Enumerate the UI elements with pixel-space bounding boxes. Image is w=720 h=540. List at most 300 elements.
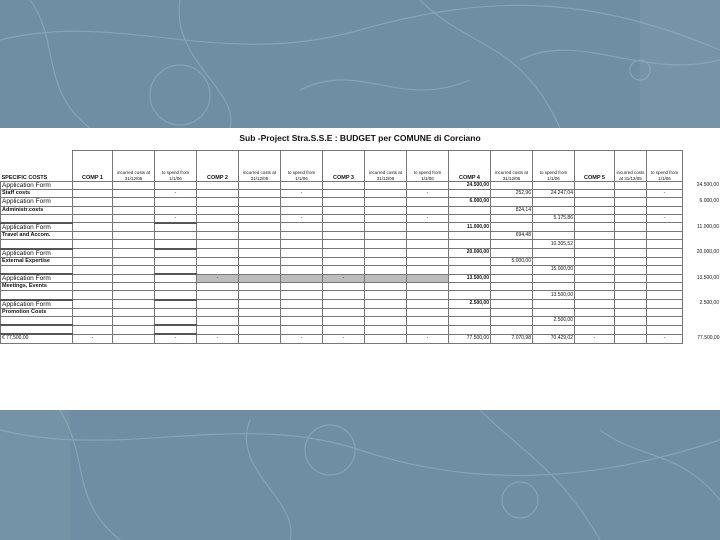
table-cell [647, 232, 683, 240]
table-cell: - [73, 334, 113, 343]
table-cell [491, 214, 533, 223]
table-cell [239, 274, 281, 283]
table-cell [197, 249, 239, 258]
table-cell: - [155, 334, 197, 343]
table-cell [73, 198, 113, 206]
table-cell [281, 206, 323, 214]
header-cell [683, 151, 720, 182]
table-cell [647, 274, 683, 283]
table-cell [365, 240, 407, 249]
table-cell [281, 240, 323, 249]
table-cell [491, 300, 533, 309]
row-label-cell: € 77.500,00 [1, 334, 73, 343]
table-cell [239, 300, 281, 309]
table-cell [113, 291, 155, 300]
table-cell [575, 214, 615, 223]
table-cell: 7.070,98 [491, 334, 533, 343]
table-cell [683, 308, 720, 316]
table-cell: 5.175,86 [533, 214, 575, 223]
table-cell [365, 249, 407, 258]
table-cell: 24.500,00 [696, 182, 719, 189]
table-cell [113, 206, 155, 214]
table-cell [365, 223, 407, 232]
table-cell [615, 206, 647, 214]
table-cell [491, 182, 533, 190]
table-cell [491, 198, 533, 206]
table-cell [365, 206, 407, 214]
table-cell [323, 317, 365, 326]
row-label-cell: External Expertise [1, 257, 73, 265]
table-cell [155, 325, 197, 334]
table-cell [533, 206, 575, 214]
table-cell [73, 182, 113, 190]
table-cell [155, 206, 197, 214]
table-cell [197, 317, 239, 326]
table-cell [365, 190, 407, 198]
table-cell [647, 325, 683, 334]
row-label-cell [1, 325, 73, 334]
table-cell [533, 182, 575, 190]
header-cell: COMP 5 [575, 151, 615, 182]
table-cell: - [155, 214, 197, 223]
table-cell [113, 240, 155, 249]
table-cell [449, 291, 491, 300]
table-cell [155, 274, 197, 283]
table-cell: - [281, 190, 323, 198]
table-cell [647, 283, 683, 291]
table-cell [449, 325, 491, 334]
table-cell [575, 206, 615, 214]
table-cell [491, 308, 533, 316]
table-cell [197, 190, 239, 198]
table-cell [73, 283, 113, 291]
table-cell [615, 308, 647, 316]
header-cell: incurred costs at 31/12/05 [239, 151, 281, 182]
table-cell [491, 283, 533, 291]
table-cell [533, 300, 575, 309]
table-row [1, 300, 720, 309]
row-label-cell: Application Form [1, 249, 73, 258]
table-cell: - [407, 190, 449, 198]
row-label-cell [1, 214, 73, 223]
table-cell [281, 300, 323, 309]
table-cell [647, 257, 683, 265]
table-cell: - [197, 334, 239, 343]
table-cell [365, 300, 407, 309]
table-cell: - [575, 334, 615, 343]
table-cell: - [647, 190, 683, 198]
table-row [1, 182, 720, 190]
table-cell [365, 265, 407, 274]
table-row [1, 198, 720, 206]
table-cell [575, 190, 615, 198]
table-cell [533, 308, 575, 316]
header-cell: COMP 4 [449, 151, 491, 182]
table-cell [533, 283, 575, 291]
table-cell [407, 249, 449, 258]
table-cell [155, 257, 197, 265]
table-cell [533, 198, 575, 206]
row-label-cell: Staff costs [1, 190, 73, 198]
table-cell: 24.247,04 [533, 190, 575, 198]
table-row [1, 291, 720, 300]
table-cell [239, 249, 281, 258]
header-cell: SPECIFIC COSTS [1, 174, 48, 181]
table-cell: - [647, 214, 683, 223]
table-cell [449, 214, 491, 223]
table-cell [281, 223, 323, 232]
table-cell [239, 265, 281, 274]
row-label-cell [1, 265, 73, 274]
table-cell [615, 274, 647, 283]
table-cell [197, 283, 239, 291]
table-cell [365, 198, 407, 206]
table-cell [73, 190, 113, 198]
table-cell [491, 240, 533, 249]
table-cell [683, 265, 720, 274]
table-cell [239, 232, 281, 240]
table-cell [113, 223, 155, 232]
table-cell [683, 206, 720, 214]
table-row [1, 265, 720, 274]
table-cell [113, 283, 155, 291]
table-cell: - [197, 274, 239, 283]
table-cell [239, 206, 281, 214]
table-cell [615, 291, 647, 300]
table-cell: - [647, 334, 683, 343]
table-cell [323, 206, 365, 214]
header-cell: to spend from 1/1/06 [647, 151, 683, 182]
table-cell [407, 257, 449, 265]
table-cell [281, 232, 323, 240]
header-cell: to spend from 1/1/06 [533, 151, 575, 182]
table-cell [113, 265, 155, 274]
table-cell [365, 334, 407, 343]
table-cell [323, 265, 365, 274]
table-cell [155, 198, 197, 206]
table-cell [615, 182, 647, 190]
table-cell: - [281, 334, 323, 343]
table-cell [239, 182, 281, 190]
header-cell: incurred costs at 31/12/05 [365, 151, 407, 182]
table-cell [365, 283, 407, 291]
table-cell [323, 182, 365, 190]
table-cell [575, 249, 615, 258]
table-cell [323, 325, 365, 334]
table-cell [113, 249, 155, 258]
table-row [1, 223, 720, 232]
budget-table-body [1, 182, 720, 344]
header-cell: to spend from 1/1/06 [281, 151, 323, 182]
table-row [1, 206, 720, 214]
table-cell [491, 249, 533, 258]
table-cell [365, 257, 407, 265]
row-label-cell: Application Form [1, 198, 73, 206]
table-cell [491, 223, 533, 232]
table-cell [575, 223, 615, 232]
table-cell [113, 214, 155, 223]
table-cell [365, 182, 407, 190]
table-cell [491, 325, 533, 334]
table-cell [113, 257, 155, 265]
table-cell [647, 317, 683, 326]
table-cell [575, 265, 615, 274]
table-cell [197, 308, 239, 316]
table-cell [615, 325, 647, 334]
row-label-cell: Travel and Accom. [1, 232, 73, 240]
table-row [1, 274, 720, 283]
table-cell: 252,96 [491, 190, 533, 198]
table-cell [407, 240, 449, 249]
table-cell [407, 232, 449, 240]
table-cell [239, 257, 281, 265]
table-cell [683, 283, 720, 291]
table-cell [323, 308, 365, 316]
table-row [1, 334, 720, 343]
table-cell [365, 274, 407, 283]
table-cell [575, 198, 615, 206]
header-cell: incurred costs at 31/12/05 [113, 151, 155, 182]
table-cell [647, 182, 683, 190]
table-cell [407, 206, 449, 214]
table-cell: - [407, 334, 449, 343]
table-cell [575, 317, 615, 326]
table-cell [113, 317, 155, 326]
table-cell [73, 317, 113, 326]
table-cell [533, 249, 575, 258]
table-cell: 77.500,00 [449, 334, 491, 343]
table-cell [449, 317, 491, 326]
table-cell [615, 214, 647, 223]
table-cell [407, 317, 449, 326]
table-cell [197, 300, 239, 309]
header-cell: to spend from 1/1/06 [155, 151, 197, 182]
table-cell [491, 317, 533, 326]
table-cell [575, 291, 615, 300]
table-cell [407, 283, 449, 291]
table-cell [615, 190, 647, 198]
table-cell [73, 300, 113, 309]
table-cell [155, 291, 197, 300]
table-cell [113, 182, 155, 190]
table-cell [647, 308, 683, 316]
table-cell [197, 206, 239, 214]
table-cell [575, 300, 615, 309]
table-cell [323, 214, 365, 223]
table-cell [647, 291, 683, 300]
table-row [1, 283, 720, 291]
table-cell [197, 325, 239, 334]
table-cell [155, 317, 197, 326]
table-cell [113, 274, 155, 283]
table-cell [281, 265, 323, 274]
table-cell [239, 334, 281, 343]
table-cell [323, 240, 365, 249]
table-cell [239, 240, 281, 249]
table-cell [239, 291, 281, 300]
table-cell [155, 182, 197, 190]
table-cell [647, 300, 683, 309]
header-cell: COMP 1 [73, 151, 113, 182]
table-cell: - [155, 190, 197, 198]
budget-table [0, 150, 720, 344]
table-cell [323, 300, 365, 309]
table-cell [491, 274, 533, 283]
table-cell [239, 223, 281, 232]
table-cell [323, 283, 365, 291]
table-cell: 2.500,00 [449, 300, 491, 309]
table-cell [239, 317, 281, 326]
table-cell [197, 223, 239, 232]
table-cell [155, 232, 197, 240]
table-cell [239, 308, 281, 316]
table-cell [365, 308, 407, 316]
table-cell [575, 308, 615, 316]
table-cell: 15.000,00 [533, 265, 575, 274]
table-cell [615, 198, 647, 206]
table-cell: 20.000,00 [696, 249, 719, 256]
table-cell [449, 265, 491, 274]
table-cell [575, 274, 615, 283]
table-cell [575, 283, 615, 291]
table-cell [155, 308, 197, 316]
table-row [1, 190, 720, 198]
table-cell: 11.000,00 [449, 223, 491, 232]
table-cell [365, 317, 407, 326]
table-cell [113, 198, 155, 206]
table-cell [281, 249, 323, 258]
table-cell [323, 198, 365, 206]
table-cell [575, 257, 615, 265]
table-cell [575, 240, 615, 249]
table-cell [647, 206, 683, 214]
table-cell [533, 257, 575, 265]
table-cell [615, 232, 647, 240]
table-cell: 13.500,00 [533, 291, 575, 300]
table-cell [73, 223, 113, 232]
table-cell [407, 265, 449, 274]
table-cell: 2.500,00 [699, 300, 719, 307]
table-cell: - [323, 334, 365, 343]
table-cell [197, 182, 239, 190]
header-cell: incurred costs at 31/12/05 [615, 151, 647, 182]
table-cell [491, 265, 533, 274]
table-cell [113, 190, 155, 198]
table-cell [615, 257, 647, 265]
table-cell [73, 325, 113, 334]
table-cell [281, 182, 323, 190]
table-row [1, 240, 720, 249]
table-cell [615, 334, 647, 343]
table-cell [73, 291, 113, 300]
table-cell [647, 249, 683, 258]
table-cell [683, 240, 720, 249]
table-cell [647, 240, 683, 249]
row-label-cell [1, 317, 73, 326]
table-cell [239, 198, 281, 206]
table-cell [323, 257, 365, 265]
table-cell [323, 232, 365, 240]
row-label-cell: Administr.costs [1, 206, 73, 214]
row-label-cell [1, 240, 73, 249]
row-label-cell: Application Form [1, 300, 73, 309]
table-cell [683, 232, 720, 240]
table-cell [281, 283, 323, 291]
table-cell [683, 291, 720, 300]
table-cell [197, 291, 239, 300]
table-cell: 13.500,00 [449, 274, 491, 283]
table-cell [449, 257, 491, 265]
table-cell: 2.500,00 [533, 317, 575, 326]
table-cell [197, 198, 239, 206]
table-cell [239, 283, 281, 291]
table-cell [575, 232, 615, 240]
row-label-cell [1, 291, 73, 300]
table-cell: 70.429,02 [533, 334, 575, 343]
table-cell [449, 206, 491, 214]
header-cell: incurred costs at 31/12/05 [491, 151, 533, 182]
table-cell: 5.000,00 [491, 257, 533, 265]
table-cell: 20.000,00 [449, 249, 491, 258]
table-cell [365, 232, 407, 240]
table-cell [281, 274, 323, 283]
table-cell [323, 190, 365, 198]
table-cell [155, 300, 197, 309]
row-label-cell: Application Form [1, 274, 73, 283]
table-cell [615, 300, 647, 309]
table-cell [73, 257, 113, 265]
table-cell [197, 240, 239, 249]
header-row [1, 151, 720, 182]
table-cell: 13.500,00 [696, 274, 719, 281]
table-cell [449, 283, 491, 291]
table-cell [73, 308, 113, 316]
table-cell [407, 182, 449, 190]
table-cell [239, 214, 281, 223]
table-cell [73, 265, 113, 274]
table-row [1, 249, 720, 258]
sheet-title: Sub -Project Stra.S.S.E : BUDGET per COMUNE di Corciano [239, 133, 481, 143]
table-cell [197, 257, 239, 265]
row-label-cell: Promotion Costs [1, 308, 73, 316]
table-cell: 24.500,00 [449, 182, 491, 190]
table-cell [323, 291, 365, 300]
table-cell [647, 198, 683, 206]
table-cell: - [323, 274, 365, 283]
table-cell [533, 325, 575, 334]
table-cell [683, 190, 720, 198]
table-cell [683, 325, 720, 334]
row-label-cell: Application Form [1, 223, 73, 232]
table-cell [575, 182, 615, 190]
table-cell [73, 206, 113, 214]
table-cell: 10.305,52 [533, 240, 575, 249]
table-cell [615, 223, 647, 232]
table-cell: - [281, 214, 323, 223]
table-cell [155, 265, 197, 274]
table-cell [73, 240, 113, 249]
table-cell [533, 223, 575, 232]
table-cell [281, 291, 323, 300]
table-cell: 6.000,00 [449, 198, 491, 206]
row-label-cell: Meetings, Events [1, 283, 73, 291]
table-cell [683, 257, 720, 265]
table-cell [155, 249, 197, 258]
table-cell [365, 291, 407, 300]
table-cell [449, 232, 491, 240]
table-cell [281, 257, 323, 265]
table-cell: 6.000,00 [699, 198, 719, 205]
